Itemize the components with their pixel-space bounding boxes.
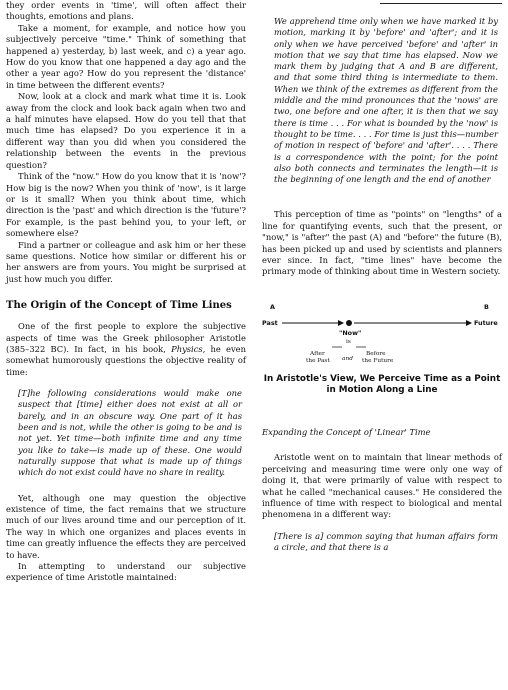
paragraph <box>6 321 246 378</box>
label-before: Before <box>366 350 386 357</box>
time-line-diagram <box>262 302 502 368</box>
label-the-past: the Past <box>306 357 330 364</box>
paragraph: Aristotle went on to maintain that linear methods of perceiving and measuring time were only one way of doing it, that were primarily of value with respect to what he called "mechanical causes." He considered the influence of time with respect to biological and mental phenomena in a different way: <box>262 452 502 520</box>
paragraph: Find a partner or colleague and ask him or her these same questions. Notice how similar or different his or her answers are from yours. You might be surprised at just how much you differ. <box>6 239 246 284</box>
block-quote: [There is a] common saying that human affairs form a circle, and that there is a <box>274 530 498 553</box>
paragraph: Now, look at a clock and mark what time it is. Look away from the clock and look back again when two and a half minutes have elapsed. How do you tell that that much time has elapsed? Do you experience it in a different way than you did when you considered the relationship between the events in the previous question? <box>6 91 246 170</box>
figure-caption: In Aristotle's View, We Perceive Time as a Point in Motion Along a Line <box>263 373 501 396</box>
block-quote: We apprehend time only when we have marked it by motion, marking it by 'before' and 'after'; and it is only when we have perceived 'before' and 'after' in motion that we say that time has elapsed. Now we mark them by judging that A and B are different, and that some third thing is intermediate to them. When we think of the extremes as different from the middle and the mind pronounces that the 'nows' are two, one before and one after, it is then that we say there is time . . . For what is bounded by the 'now' is thought to be time. . . . For time is just this—number of motion in respect of 'before' and 'after'. . . . There is a correspondence with the point; for the point also both connects and terminates the length—it is the beginning of one length and the end of another <box>274 16 498 185</box>
paragraph: Yet, although one may question the objective existence of time, the fact remains that we structure much of our lives around time and our perception of it. The way in which one organizes and places events in time can greatly influence the effects they are perceived to have. <box>6 492 246 560</box>
label-now: "Now" <box>339 328 362 337</box>
paragraph: they order events in 'time', will often affect their thoughts, emotions and plans. <box>6 0 246 22</box>
now-point <box>346 320 352 326</box>
label-a: A <box>270 302 275 311</box>
subsection-heading: Expanding the Concept of 'Linear' Time <box>262 426 431 437</box>
section-heading: The Origin of the Concept of Time Lines <box>6 300 232 312</box>
paragraph-text: , he even somewhat humorously questions the objective reality of time: <box>6 343 246 377</box>
label-future: Future <box>474 318 498 327</box>
paragraph: Take a moment, for example, and notice how you subjectively perceive "time." Think of something that happened a) yesterday, b) last week, and c) a year ago. How do you know that one happened a day ago and the other a year ago? How do you represent the 'distance' in time between the different events? <box>6 22 246 90</box>
label-after: After <box>310 350 325 357</box>
block-quote: [T]he following considerations would make one suspect that [time] either does not exist at all or barely, and in an obscure way. One part of it has been and is not, while the other is going to be and is not yet. Yet time—both infinite time and any time you like to take—is made up of these. One would naturally suppose that what is made up of things which do not exist could have no share in reality. <box>18 388 242 478</box>
label-the-future: the Future <box>362 357 394 364</box>
label-is: is <box>346 338 351 345</box>
paragraph-text: One of the first people to explore the subjective aspects of time was the Greek philosopher Aristotle (385–322 BC). In fact, in his book, <box>6 321 246 354</box>
label-b: B <box>484 302 489 311</box>
arrow-left <box>338 320 344 326</box>
left-column <box>6 0 246 584</box>
right-column <box>262 0 502 553</box>
book-title: Physics <box>171 343 203 354</box>
label-and: and <box>342 355 353 362</box>
arrow-right <box>466 320 472 326</box>
paragraph: In attempting to understand our subjective experience of time Aristotle maintained: <box>6 561 246 583</box>
label-past: Past <box>262 318 278 327</box>
paragraph: This perception of time as "points" on "lengths" of a line for quantifying events, such that the present, or "now," is "after" the past (A) and "before" the future (B), has been picked up and used by scientists and planners ever since. In fact, "time lines" have become the primary mode of thinking about time in Western society. <box>262 209 502 277</box>
paragraph: Think of the "now." How do you know that it is 'now'? How big is the now? When you think of 'now', is it large or is it small? When you think about time, which direction is the 'past' and which direction is the 'future'? For example, is the past behind you, to your left, or somewhere else? <box>6 171 246 239</box>
